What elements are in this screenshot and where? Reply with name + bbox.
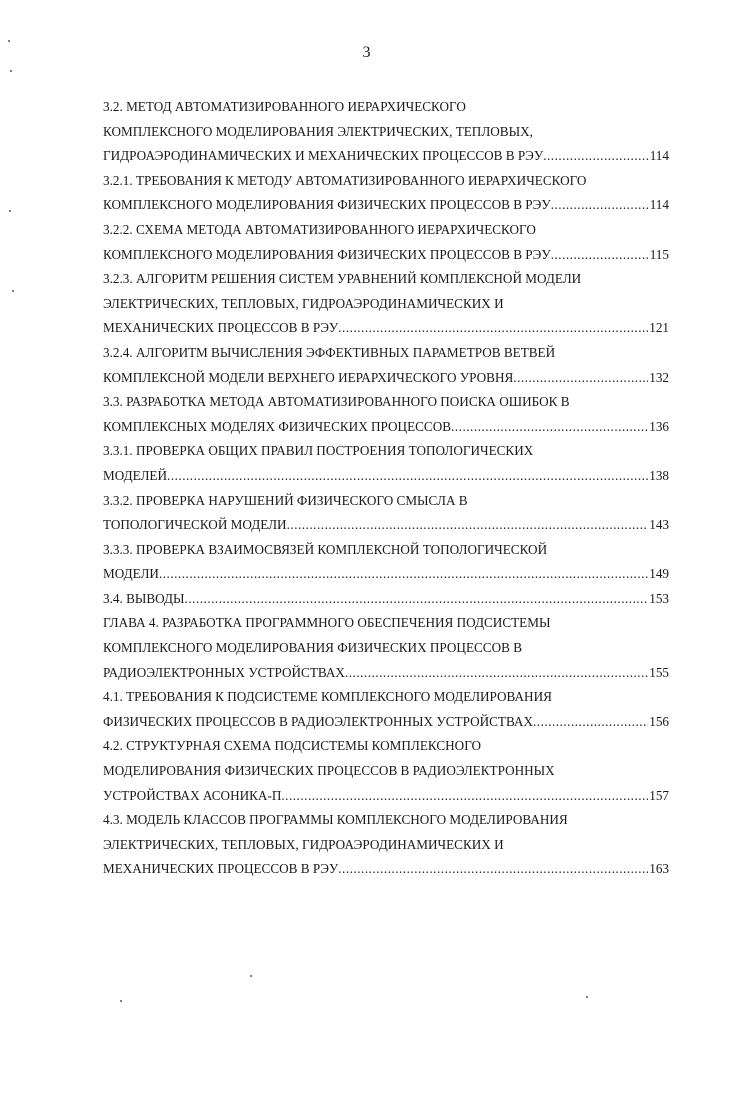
toc-entry-title-end: ФИЗИЧЕСКИХ ПРОЦЕССОВ В РАДИОЭЛЕКТРОННЫХ УСТРОЙСТВАХ: [103, 713, 533, 729]
toc-page-number: 121: [649, 320, 669, 336]
toc-entry-last-line: [103, 243, 669, 268]
toc-entry-title-end: КОМПЛЕКСНОГО МОДЕЛИРОВАНИЯ ФИЗИЧЕСКИХ ПРОЦЕССОВ В РЭУ: [103, 197, 551, 213]
toc-entry: [103, 267, 669, 341]
dot-leader: [451, 415, 648, 440]
toc-entry-line: 4.1. ТРЕБОВАНИЯ К ПОДСИСТЕМЕ КОМПЛЕКСНОГО МОДЕЛИРОВАНИЯ: [103, 689, 552, 705]
dot-leader: [338, 857, 648, 882]
toc-page-number: 155: [649, 664, 669, 680]
scan-speck: [586, 996, 588, 998]
toc-entry-line: МОДЕЛИРОВАНИЯ ФИЗИЧЕСКИХ ПРОЦЕССОВ В РАДИОЭЛЕКТРОННЫХ: [103, 763, 555, 779]
toc-entry: [103, 538, 669, 587]
toc-page-number: 114: [649, 148, 669, 164]
toc-entry: [103, 734, 669, 808]
toc-entry-line: 3.3. РАЗРАБОТКА МЕТОДА АВТОМАТИЗИРОВАННОГО ПОИСКА ОШИБОК В: [103, 394, 570, 410]
toc-entry-title-end: КОМПЛЕКСНОГО МОДЕЛИРОВАНИЯ ФИЗИЧЕСКИХ ПРОЦЕССОВ В РЭУ: [103, 246, 551, 262]
toc-entry: [103, 95, 669, 169]
table-of-contents: [103, 95, 669, 882]
scan-speck: [9, 210, 11, 212]
toc-entry-last-line: [103, 587, 669, 612]
toc-entry-line: 4.3. МОДЕЛЬ КЛАССОВ ПРОГРАММЫ КОМПЛЕКСНОГО МОДЕЛИРОВАНИЯ: [103, 812, 568, 828]
toc-page-number: 157: [649, 787, 669, 803]
toc-entry: [103, 341, 669, 390]
toc-entry-line: ГЛАВА 4. РАЗРАБОТКА ПРОГРАММНОГО ОБЕСПЕЧЕНИЯ ПОДСИСТЕМЫ: [103, 615, 551, 631]
toc-page-number: 115: [649, 246, 669, 262]
page-number: 3: [362, 44, 371, 61]
dot-leader: [551, 193, 649, 218]
toc-page-number: 138: [649, 467, 669, 483]
toc-entry-last-line: [103, 316, 669, 341]
toc-page-number: 136: [649, 418, 669, 434]
toc-entry-line: 3.2.2. СХЕМА МЕТОДА АВТОМАТИЗИРОВАННОГО ИЕРАРХИЧЕСКОГО: [103, 221, 536, 237]
toc-entry-title-end: МЕХАНИЧЕСКИХ ПРОЦЕССОВ В РЭУ: [103, 320, 339, 336]
toc-entry-title-end: МЕХАНИЧЕСКИХ ПРОЦЕССОВ В РЭУ: [103, 861, 339, 877]
toc-entry: [103, 390, 669, 439]
toc-entry: [103, 808, 669, 882]
scan-speck: [12, 290, 14, 292]
toc-entry-title-end: МОДЕЛИ: [103, 566, 159, 582]
toc-entry: [103, 611, 669, 685]
dot-leader: [185, 587, 649, 612]
toc-entry-last-line: [103, 513, 669, 538]
toc-entry-title-end: МОДЕЛЕЙ: [103, 467, 167, 483]
toc-page-number: 156: [649, 713, 669, 729]
toc-entry-last-line: [103, 144, 669, 169]
toc-entry-title-end: КОМПЛЕКСНОЙ МОДЕЛИ ВЕРХНЕГО ИЕРАРХИЧЕСКОГО УРОВНЯ: [103, 369, 514, 385]
toc-entry-title-end: РАДИОЭЛЕКТРОННЫХ УСТРОЙСТВАХ: [103, 664, 345, 680]
toc-page-number: 143: [649, 517, 669, 533]
toc-entry: [103, 218, 669, 267]
toc-entry-title-end: ГИДРОАЭРОДИНАМИЧЕСКИХ И МЕХАНИЧЕСКИХ ПРОЦЕССОВ В РЭУ: [103, 148, 544, 164]
scan-speck: [250, 975, 252, 977]
scan-speck: [8, 40, 10, 42]
toc-entry-line: КОМПЛЕКСНОГО МОДЕЛИРОВАНИЯ ФИЗИЧЕСКИХ ПРОЦЕССОВ В: [103, 640, 523, 656]
toc-entry-line: 4.2. СТРУКТУРНАЯ СХЕМА ПОДСИСТЕМЫ КОМПЛЕКСНОГО: [103, 738, 482, 754]
toc-entry-last-line: [103, 562, 669, 587]
toc-entry: [103, 489, 669, 538]
dot-leader: [513, 366, 648, 391]
toc-entry-line: 3.3.1. ПРОВЕРКА ОБЩИХ ПРАВИЛ ПОСТРОЕНИЯ ТОПОЛОГИЧЕСКИХ: [103, 443, 534, 459]
toc-entry-last-line: [103, 710, 669, 735]
toc-entry-last-line: [103, 464, 669, 489]
toc-entry-line: 3.2.3. АЛГОРИТМ РЕШЕНИЯ СИСТЕМ УРАВНЕНИЙ КОМПЛЕКСНОЙ МОДЕЛИ: [103, 271, 582, 287]
scan-speck: [120, 1000, 122, 1002]
toc-entry-line: 3.2.1. ТРЕБОВАНИЯ К МЕТОДУ АВТОМАТИЗИРОВАННОГО ИЕРАРХИЧЕСКОГО: [103, 172, 587, 188]
toc-entry: [103, 587, 669, 612]
toc-entry-last-line: [103, 661, 669, 686]
toc-entry-last-line: [103, 857, 669, 882]
toc-entry: [103, 169, 669, 218]
dot-leader: [338, 316, 648, 341]
toc-entry-line: 3.2. МЕТОД АВТОМАТИЗИРОВАННОГО ИЕРАРХИЧЕСКОГО: [103, 99, 466, 114]
toc-entry-line: 3.3.3. ПРОВЕРКА ВЗАИМОСВЯЗЕЙ КОМПЛЕКСНОЙ ТОПОЛОГИЧЕСКОЙ: [103, 541, 548, 557]
toc-page-number: 163: [649, 861, 669, 877]
toc-entry-title-end: 3.4. ВЫВОДЫ: [103, 590, 185, 606]
toc-entry: [103, 685, 669, 734]
toc-page-number: 132: [649, 369, 669, 385]
toc-entry-last-line: [103, 366, 669, 391]
toc-entry-line: ЭЛЕКТРИЧЕСКИХ, ТЕПЛОВЫХ, ГИДРОАЭРОДИНАМИЧЕСКИХ И: [103, 836, 504, 852]
toc-entry-line: КОМПЛЕКСНОГО МОДЕЛИРОВАНИЯ ЭЛЕКТРИЧЕСКИХ, ТЕПЛОВЫХ,: [103, 123, 533, 139]
toc-entry-last-line: [103, 415, 669, 440]
dot-leader: [551, 243, 649, 268]
dot-leader: [287, 513, 649, 538]
toc-entry-line: ЭЛЕКТРИЧЕСКИХ, ТЕПЛОВЫХ, ГИДРОАЭРОДИНАМИЧЕСКИХ И: [103, 295, 504, 311]
toc-entry-title-end: УСТРОЙСТВАХ АСОНИКА-П: [103, 787, 282, 803]
scan-speck: [10, 70, 12, 72]
dot-leader: [159, 562, 648, 587]
toc-entry-line: 3.2.4. АЛГОРИТМ ВЫЧИСЛЕНИЯ ЭФФЕКТИВНЫХ ПАРАМЕТРОВ ВЕТВЕЙ: [103, 344, 556, 360]
toc-entry-title-end: КОМПЛЕКСНЫХ МОДЕЛЯХ ФИЗИЧЕСКИХ ПРОЦЕССОВ: [103, 418, 452, 434]
toc-page-number: 149: [649, 566, 669, 582]
dot-leader: [533, 710, 648, 735]
toc-entry-title-end: ТОПОЛОГИЧЕСКОЙ МОДЕЛИ: [103, 517, 287, 533]
toc-page-number: 153: [649, 590, 669, 606]
toc-page-number: 114: [649, 197, 669, 213]
dot-leader: [167, 464, 648, 489]
toc-entry-last-line: [103, 784, 669, 809]
toc-entry-last-line: [103, 193, 669, 218]
toc-entry-line: 3.3.2. ПРОВЕРКА НАРУШЕНИЙ ФИЗИЧЕСКОГО СМЫСЛА В: [103, 492, 468, 508]
dot-leader: [281, 784, 648, 809]
dot-leader: [345, 661, 648, 686]
toc-entry: [103, 439, 669, 488]
dot-leader: [543, 144, 649, 169]
